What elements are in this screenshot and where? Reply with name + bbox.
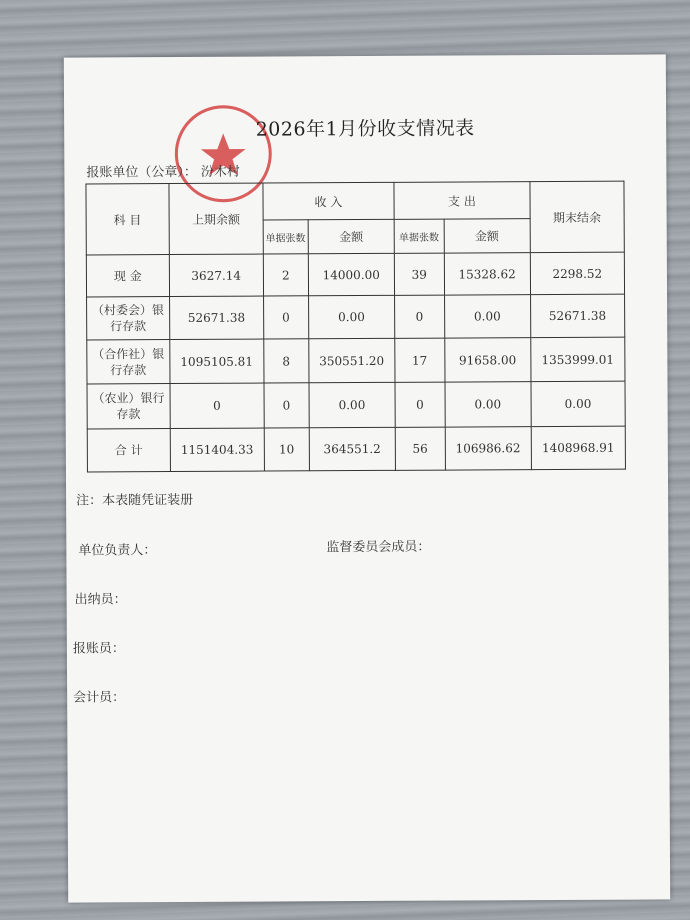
header-expense-count: 单据张数: [394, 219, 444, 253]
expense-amount-cell: 91658.00: [444, 338, 530, 382]
expense-count-cell: 17: [395, 338, 445, 382]
income-amount-cell: 0.00: [309, 382, 395, 427]
row-label: （村委会）银行存款: [87, 297, 170, 340]
ledger-table: [85, 181, 626, 473]
income-count-cell: 10: [264, 428, 309, 471]
header-income: 收 入: [263, 182, 394, 220]
end-balance-cell: 0.00: [531, 381, 625, 426]
reporting-unit-name: 汾木村: [200, 164, 240, 180]
prev-balance-cell: 52671.38: [169, 296, 263, 339]
header-prev-balance: 上期余额: [169, 183, 264, 254]
end-balance-cell: 52671.38: [530, 294, 624, 337]
end-balance-cell: 1353999.01: [531, 337, 625, 381]
expense-count-cell: 0: [395, 382, 445, 427]
page-title: 2026年1月份收支情况表: [255, 117, 475, 141]
header-end-balance: 期末结余: [530, 181, 625, 252]
income-amount-cell: 0.00: [308, 295, 394, 338]
header-income-count: 单据张数: [263, 220, 308, 254]
expense-amount-cell: 15328.62: [444, 253, 530, 295]
table-row: [87, 337, 625, 384]
reporting-unit: [86, 161, 244, 181]
income-count-cell: 0: [264, 383, 309, 428]
header-expense: 支 出: [394, 182, 530, 220]
cashier-label: 出纳员：: [74, 592, 127, 608]
accountant-label: 会计员：: [73, 690, 126, 706]
prev-balance-cell: 0: [170, 383, 264, 428]
expense-amount-cell: 0.00: [444, 295, 530, 338]
row-label: （农业）银行存款: [87, 384, 170, 429]
reporting-unit-label: 报账单位（公章）：: [86, 164, 197, 181]
row-label: 合 计: [87, 429, 170, 472]
table-row: [86, 252, 624, 297]
income-amount-cell: 364551.2: [309, 427, 395, 470]
header-income-amount: 金额: [308, 219, 394, 253]
bookkeeper-label: 报账员：: [72, 641, 125, 657]
expense-amount-cell: 106986.62: [445, 427, 531, 470]
unit-head-label: 单位负责人：: [78, 543, 157, 559]
prev-balance-cell: 3627.14: [169, 254, 263, 296]
supervisor-label: 监督委员会成员：: [326, 539, 431, 556]
header-subject: 科 目: [86, 184, 169, 255]
prev-balance-cell: 1151404.33: [170, 428, 264, 471]
income-count-cell: 2: [263, 254, 308, 296]
expense-amount-cell: 0.00: [445, 382, 531, 427]
end-balance-cell: 2298.52: [530, 252, 624, 294]
row-label: （合作社）银行存款: [87, 340, 170, 384]
expense-count-cell: 39: [394, 253, 444, 295]
end-balance-cell: 1408968.91: [531, 426, 625, 469]
income-amount-cell: 350551.20: [309, 338, 395, 382]
table-row-total: [87, 426, 625, 472]
income-count-cell: 8: [264, 339, 309, 383]
footnote: 注：本表随凭证装册: [76, 492, 194, 509]
income-amount-cell: 14000.00: [308, 253, 394, 295]
expense-count-cell: 0: [394, 295, 444, 338]
table-row: [87, 294, 625, 340]
expense-count-cell: 56: [395, 427, 445, 470]
prev-balance-cell: 1095105.81: [169, 339, 263, 383]
header-expense-amount: 金额: [444, 219, 530, 253]
income-count-cell: 0: [263, 296, 308, 339]
row-label: 现 金: [86, 255, 169, 297]
table-row: [87, 381, 625, 429]
document-paper: [64, 54, 670, 902]
